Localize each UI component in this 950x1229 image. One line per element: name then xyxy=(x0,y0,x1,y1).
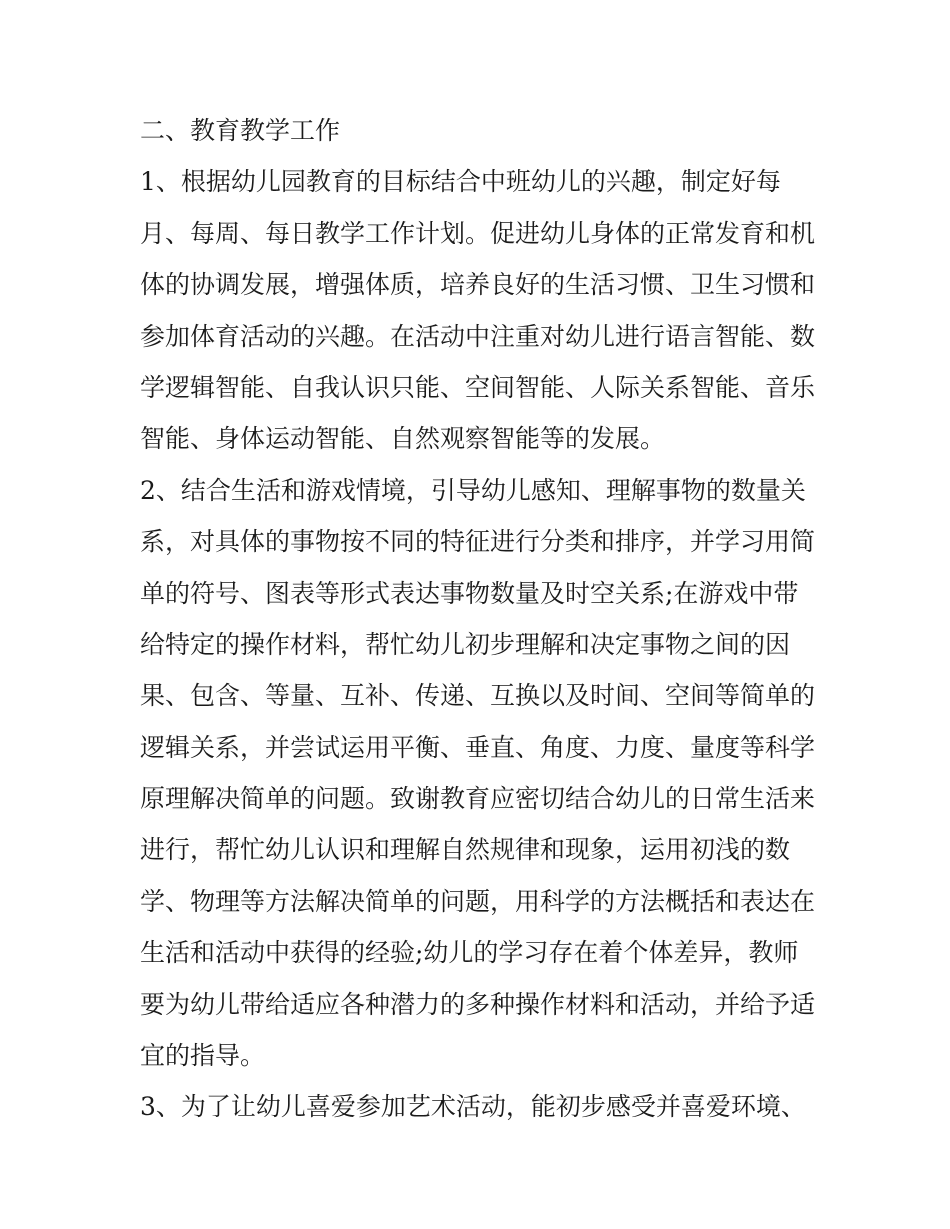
paragraph-line: 智能、身体运动智能、自然观察智能等的发展。 xyxy=(140,424,666,454)
paragraph-line: 体的协调发展，增强体质，培养良好的生活习惯、卫生习惯和 xyxy=(140,270,816,300)
paragraph-line: 进行，帮忙幼儿认识和理解自然规律和现象，运用初浅的数 xyxy=(140,835,791,865)
paragraph-line: 单的符号、图表等形式表达事物数量及时空关系;在游戏中带 xyxy=(140,578,799,608)
paragraph-line: 逻辑关系，并尝试运用平衡、垂直、角度、力度、量度等科学 xyxy=(140,732,816,762)
paragraph-line: 2、结合生活和游戏情境，引导幼儿感知、理解事物的数量关 xyxy=(140,475,806,505)
paragraph-line: 1、根据幼儿园教育的目标结合中班幼儿的兴趣，制定好每 xyxy=(140,167,781,197)
paragraph-line: 3、为了让幼儿喜爱参加艺术活动，能初步感受并喜爱环境、 xyxy=(140,1092,806,1122)
paragraph-line: 原理解决简单的问题。致谢教育应密切结合幼儿的日常生活来 xyxy=(140,784,816,814)
paragraph-line: 系，对具体的事物按不同的特征进行分类和排序，并学习用简 xyxy=(140,527,816,557)
paragraph-line: 宜的指导。 xyxy=(140,1041,266,1071)
section-heading: 二、教育教学工作 xyxy=(140,116,341,145)
paragraph-line: 学逻辑智能、自我认识只能、空间智能、人际关系智能、音乐 xyxy=(140,372,816,402)
paragraph-line: 月、每周、每日教学工作计划。促进幼儿身体的正常发育和机 xyxy=(140,218,816,248)
paragraph-line: 生活和活动中获得的经验;幼儿的学习存在着个体差异，教师 xyxy=(140,938,799,968)
document-body xyxy=(140,105,830,1133)
paragraph-line: 给特定的操作材料，帮忙幼儿初步理解和决定事物之间的因 xyxy=(140,629,791,659)
paragraph-line: 学、物理等方法解决简单的问题，用科学的方法概括和表达在 xyxy=(140,886,816,916)
paragraph-line: 要为幼儿带给适应各种潜力的多种操作材料和活动，并给予适 xyxy=(140,989,816,1019)
paragraph-line: 果、包含、等量、互补、传递、互换以及时间、空间等简单的 xyxy=(140,681,816,711)
paragraph-line: 参加体育活动的兴趣。在活动中注重对幼儿进行语言智能、数 xyxy=(140,321,816,351)
